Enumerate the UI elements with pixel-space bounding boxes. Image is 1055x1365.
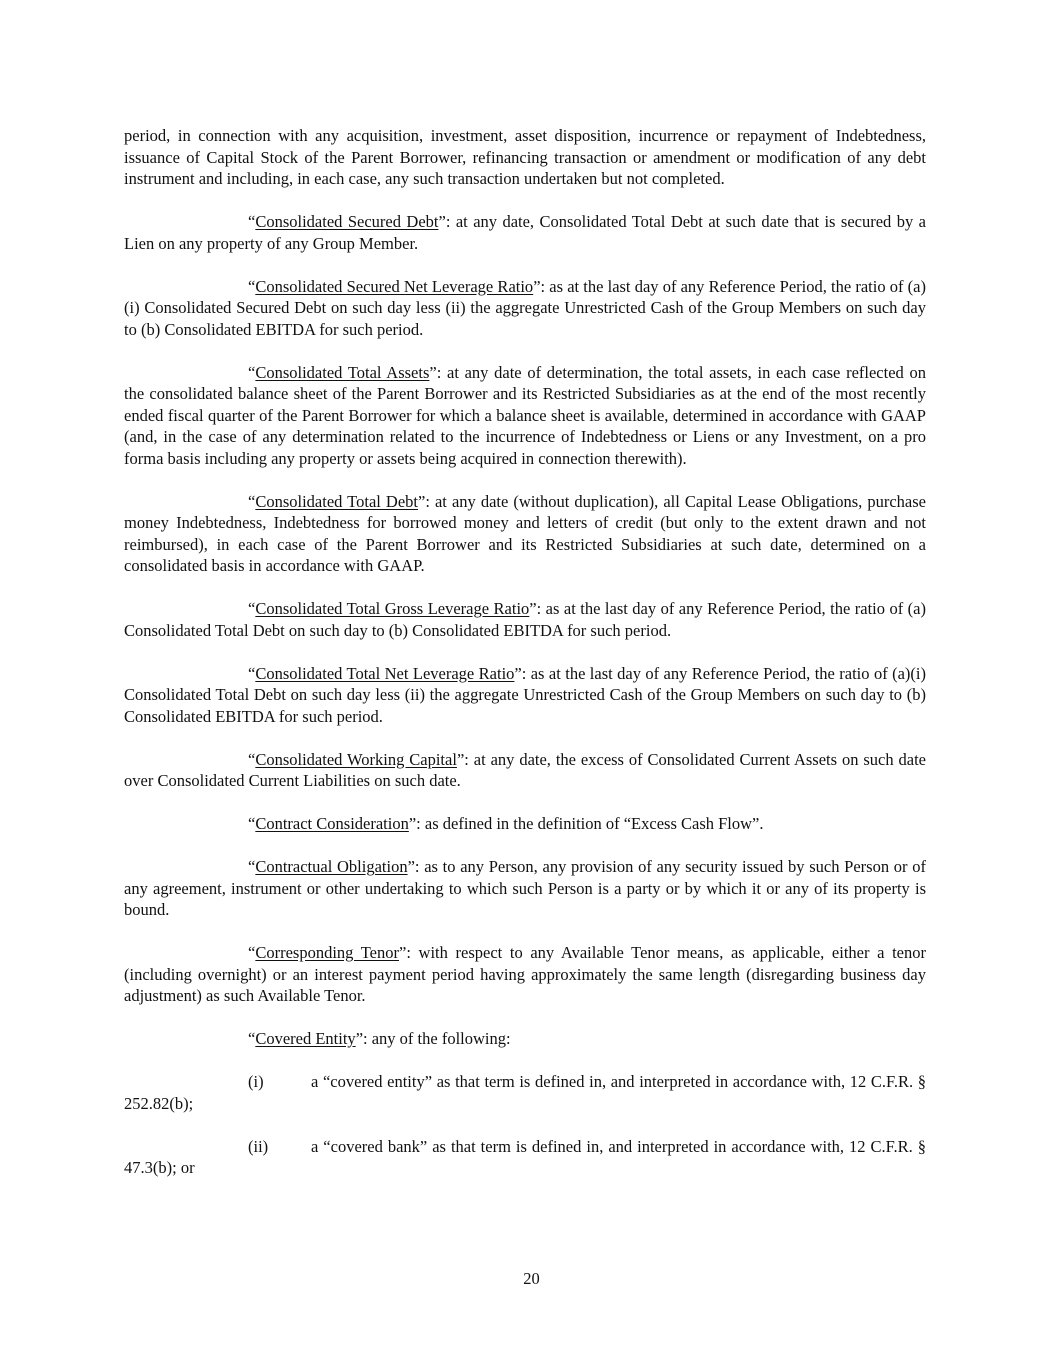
defined-term: Contract Consideration xyxy=(255,814,409,833)
list-item xyxy=(124,1071,926,1114)
definition-paragraph xyxy=(124,211,926,254)
list-item xyxy=(124,1136,926,1179)
definition-text: ”: as at the last day of any Reference Period, the ratio of (a)(i) Consolidated Total Debt on such day less (ii) the aggregate Unrestricted Cash of the Group Members on such day to (b) Consolidated EBITDA for such period. xyxy=(124,663,926,726)
open-quote: “ xyxy=(248,212,256,231)
defined-term: Consolidated Total Net Leverage Ratio xyxy=(255,663,515,683)
defined-term: Corresponding Tenor xyxy=(255,943,399,962)
page-number: 20 xyxy=(523,1269,540,1288)
open-quote: “ xyxy=(248,1029,256,1048)
definition-paragraph xyxy=(124,856,926,921)
defined-term: Consolidated Total Gross Leverage Ratio xyxy=(255,599,530,618)
definition-text: ”: any of the following: xyxy=(355,1029,511,1048)
defined-term: Covered Entity xyxy=(255,1029,356,1048)
defined-term: Consolidated Working Capital xyxy=(255,749,457,769)
definition-text: ”: at any date (without duplication), all Capital Lease Obligations, purchase money Indebtedness, Indebtedness for borrowed money and letters of credit (but only to the extent drawn and not reimbursed), in each case of the Parent Borrower and its Restricted Subsidiaries at such date, determined on a consolidated basis in accordance with GAAP. xyxy=(124,491,926,575)
defined-term: Consolidated Total Assets xyxy=(255,362,430,382)
definition-text: ”: with respect to any Available Tenor means, as applicable, either a tenor (including overnight) or an interest payment period having approximately the same length (disregarding business day adjustment) as such Available Tenor. xyxy=(124,943,926,1005)
continuation-paragraph: period, in connection with any acquisition, investment, asset disposition, incurrence or repayment of Indebtedness, issuance of Capital Stock of the Parent Borrower, refinancing transaction or amendment or modification of any debt instrument and including, in each case, any such transaction undertaken but not completed. xyxy=(124,126,926,188)
open-quote: “ xyxy=(248,814,256,833)
definition-paragraph xyxy=(124,491,926,577)
definition-text: ”: as at the last day of any Reference Period, the ratio of (a) Consolidated Total Debt on such day to (b) Consolidated EBITDA for such period. xyxy=(124,599,926,640)
definition-paragraph xyxy=(124,663,926,728)
definition-paragraph xyxy=(124,813,926,835)
definition-paragraph xyxy=(124,942,926,1007)
definition-text: ”: as to any Person, any provision of any security issued by such Person or of any agreement, instrument or other undertaking to which such Person is a party or by which it or any of its property is bound. xyxy=(124,857,926,919)
covered-entity-items xyxy=(124,1071,926,1179)
definition-paragraph xyxy=(124,276,926,341)
open-quote: “ xyxy=(248,857,256,876)
definition-paragraph xyxy=(124,598,926,641)
definition-text: ”: as at the last day of any Reference Period, the ratio of (a)(i) Consolidated Secured Debt on such day less (ii) the aggregate Unrestricted Cash of the Group Members on such day to (b) Consolidated EBITDA for such period. xyxy=(124,276,926,339)
open-quote: “ xyxy=(248,276,256,296)
defined-term: Consolidated Secured Net Leverage Ratio xyxy=(255,276,534,296)
definition-text: ”: at any date, the excess of Consolidated Current Assets on such date over Consolidated Current Liabilities on such date. xyxy=(124,749,927,790)
definitions-list xyxy=(124,211,926,1050)
item-number: (i) xyxy=(248,1072,264,1091)
defined-term: Consolidated Secured Debt xyxy=(255,212,439,231)
defined-term: Consolidated Total Debt xyxy=(255,491,418,511)
open-quote: “ xyxy=(248,749,256,769)
definition-paragraph xyxy=(124,749,926,792)
item-text: a “covered bank” as that term is defined in, and interpreted in accordance with, 12 C.F.R. § 47.3(b); or xyxy=(124,1136,926,1177)
open-quote: “ xyxy=(248,943,256,962)
open-quote: “ xyxy=(248,491,256,511)
open-quote: “ xyxy=(248,599,256,618)
item-text: a “covered entity” as that term is defined in, and interpreted in accordance with, 12 C.F.R. § 252.82(b); xyxy=(124,1072,926,1113)
open-quote: “ xyxy=(248,362,256,382)
definition-paragraph xyxy=(124,1028,926,1050)
item-number: (ii) xyxy=(248,1136,269,1156)
defined-term: Contractual Obligation xyxy=(255,857,408,876)
definition-text: ”: at any date of determination, the total assets, in each case reflected on the consolidated balance sheet of the Parent Borrower and its Restricted Subsidiaries as at the end of the most recently ended fiscal quarter of the Parent Borrower for which a balance sheet is available, determined in accordance with GAAP (and, in the case of any determination related to the incurrence of Indebtedness or Liens or any Investment, on a pro forma basis including any property or assets being acquired in connection therewith). xyxy=(124,362,926,468)
document-page xyxy=(124,125,926,1200)
definition-paragraph xyxy=(124,362,926,470)
open-quote: “ xyxy=(248,663,256,683)
definition-text: ”: at any date, Consolidated Total Debt at such date that is secured by a Lien on any property of any Group Member. xyxy=(124,212,926,253)
definition-text: ”: as defined in the definition of “Excess Cash Flow”. xyxy=(408,814,764,833)
